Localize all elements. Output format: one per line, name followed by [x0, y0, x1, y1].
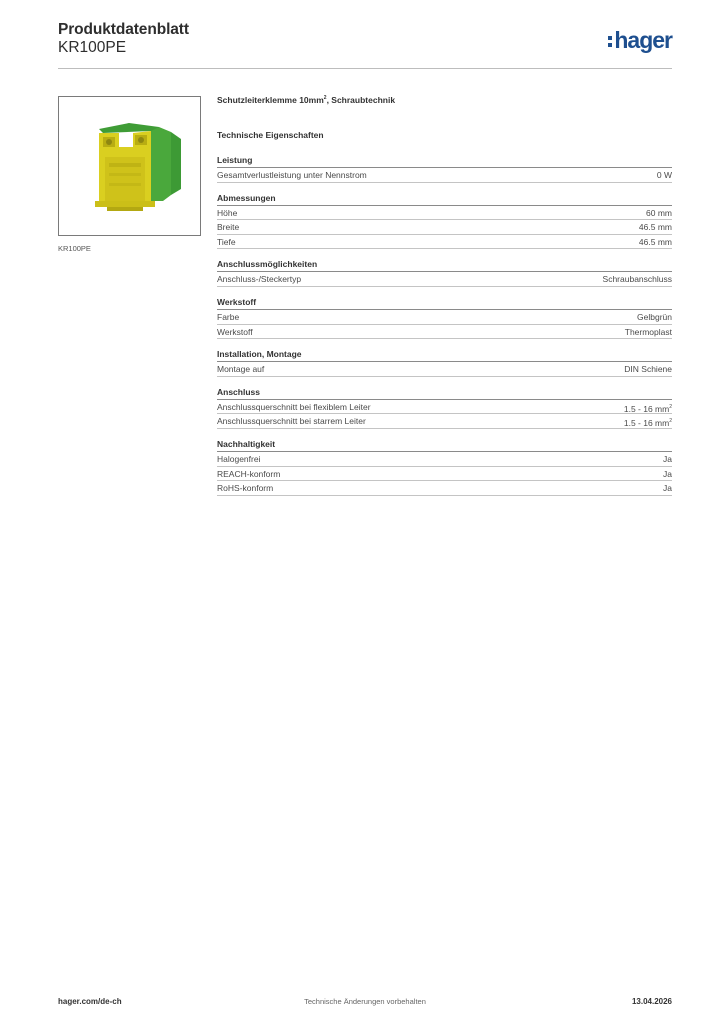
- spec-label: Breite: [217, 222, 240, 233]
- spec-label: Farbe: [217, 311, 240, 322]
- section-title: Technische Eigenschaften: [217, 130, 324, 140]
- spec-group: [217, 439, 672, 496]
- page-footer: [58, 997, 672, 1011]
- page-header: [58, 21, 672, 69]
- spec-group: [217, 387, 672, 429]
- footer-website: hager.com/de-ch: [58, 997, 122, 1006]
- spec-group-title: Leistung: [217, 155, 672, 168]
- spec-label: Höhe: [217, 207, 238, 218]
- spec-group-title: Anschlussmöglichkeiten: [217, 259, 672, 272]
- spec-value-superscript: 2: [669, 403, 672, 410]
- spec-group-title: Anschluss: [217, 387, 672, 400]
- spec-value: Thermoplast: [624, 326, 672, 337]
- spec-row: [217, 235, 672, 250]
- document-title: Produktdatenblatt: [58, 21, 189, 38]
- spec-groups: [217, 155, 672, 496]
- logo-dots: [608, 36, 612, 47]
- spec-label: Anschlussquerschnitt bei starrem Leiter: [217, 416, 366, 427]
- spec-value: DIN Schiene: [624, 364, 672, 375]
- spec-label: Anschlussquerschnitt bei flexiblem Leiter: [217, 401, 371, 412]
- spec-value: Ja: [663, 483, 672, 494]
- terminal-block-image: [59, 97, 200, 235]
- spec-label: Montage auf: [217, 364, 265, 375]
- spec-group-title: Werkstoff: [217, 297, 672, 310]
- hager-logo: [608, 28, 672, 52]
- spec-row: [217, 362, 672, 377]
- footer-notice: Technische Änderungen vorbehalten: [304, 997, 426, 1006]
- spec-value: Gelbgrün: [637, 311, 672, 322]
- spec-row: [217, 325, 672, 340]
- spec-group: [217, 193, 672, 250]
- spec-value: Ja: [663, 453, 672, 464]
- spec-label: Halogenfrei: [217, 453, 261, 464]
- footer-date: 13.04.2026: [631, 997, 672, 1006]
- spec-label: Tiefe: [217, 236, 236, 247]
- spec-label: Gesamtverlustleistung unter Nennstrom: [217, 170, 367, 180]
- product-description: Schutzleiterklemme $10mm^2$, Schraubtechnik: [217, 95, 396, 105]
- spec-group: [217, 155, 672, 183]
- spec-value: 0 W: [656, 170, 672, 180]
- spec-label: REACH-konform: [217, 468, 281, 479]
- spec-row: [217, 168, 672, 183]
- spec-label: Werkstoff: [217, 326, 253, 337]
- spec-content: [217, 95, 672, 506]
- spec-label: RoHS-konform: [217, 483, 274, 494]
- spec-label: Anschluss-/Steckertyp: [217, 274, 302, 285]
- spec-group: [217, 259, 672, 287]
- spec-row: [217, 481, 672, 496]
- logo-wordmark: hager: [614, 27, 672, 53]
- spec-value: Ja: [663, 468, 672, 479]
- spec-value: 46.5 mm: [638, 236, 672, 247]
- spec-group-title: Nachhaltigkeit: [217, 439, 672, 452]
- spec-row: [217, 452, 672, 467]
- spec-value-superscript: 2: [669, 418, 672, 425]
- spec-row: [217, 467, 672, 482]
- spec-row: [217, 272, 672, 287]
- image-caption: KR100PE: [58, 244, 91, 253]
- spec-value: 60 mm: [646, 207, 672, 218]
- spec-group-title: Installation, Montage: [217, 349, 672, 362]
- spec-value: 46.5 mm: [638, 222, 672, 233]
- product-code: KR100PE: [58, 39, 127, 56]
- spec-group: [217, 349, 672, 377]
- spec-row: [217, 220, 672, 235]
- spec-group: [217, 297, 672, 339]
- spec-value: Schraubanschluss: [602, 274, 672, 285]
- spec-row: [217, 310, 672, 325]
- spec-value: 1.5 - 16 $mm^2$: [623, 403, 672, 414]
- product-image-frame: [58, 96, 201, 236]
- spec-row: [217, 414, 672, 429]
- spec-value: 1.5 - 16 $mm^2$: [623, 418, 672, 429]
- spec-row: [217, 400, 672, 415]
- spec-group-title: Abmessungen: [217, 193, 672, 206]
- spec-row: [217, 206, 672, 221]
